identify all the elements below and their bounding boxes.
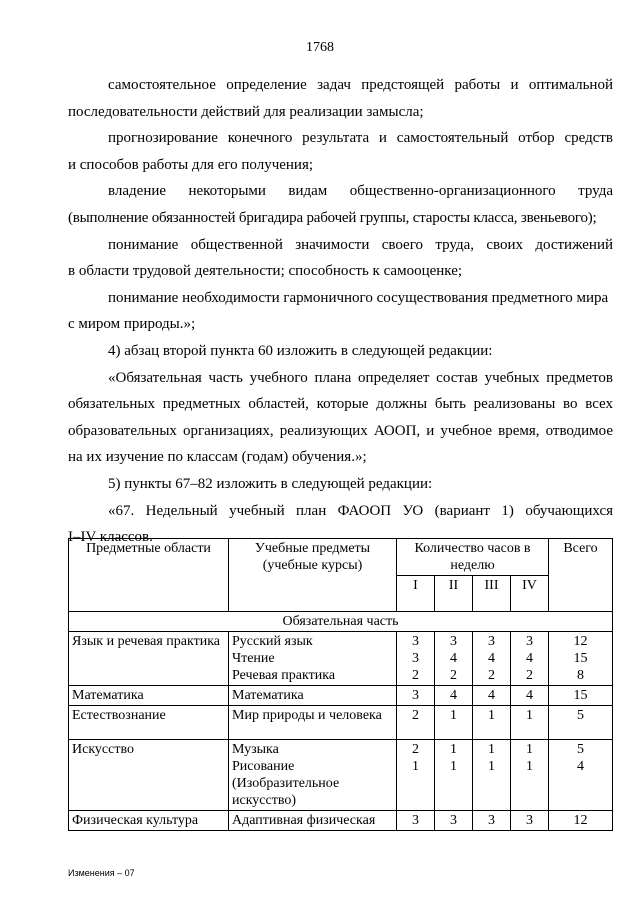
cell-grade-1: 3: [397, 811, 435, 831]
text-line: 5) пункты 67–82 изложить в следующей редакции:: [108, 475, 433, 492]
cell-grade-1: [397, 632, 435, 686]
hours-value: 1: [450, 759, 457, 774]
cell-grade-1: [397, 740, 435, 811]
cell-area: Физическая культура: [69, 811, 229, 831]
text-line: с миром природы.»;: [68, 316, 196, 333]
curriculum-table: [68, 538, 613, 831]
hours-value: 3: [450, 634, 457, 649]
hours-value: 1: [412, 759, 419, 774]
cell-grade-4: [511, 740, 549, 811]
total-value: 15: [573, 651, 588, 666]
header-hours-per-week: Количество часов в неделю: [397, 539, 549, 576]
text-line: последовательности действий для реализации замысла;: [68, 103, 424, 120]
table-row: [69, 632, 613, 686]
hours-value: 2: [412, 742, 419, 757]
text-line: (выполнение обязанностей бригадира рабочей группы, старосты класса, звеньевого);: [68, 209, 597, 226]
cell-total: [549, 740, 613, 811]
header-grade-3: III: [473, 576, 511, 612]
text-line: 4) абзац второй пункта 60 изложить в следующей редакции:: [108, 342, 493, 359]
text-line: понимание общественной значимости своего труда, своих достижений: [108, 236, 613, 253]
body-text: [68, 72, 613, 551]
hours-value: 4: [488, 651, 495, 666]
cell-grade-4: 4: [511, 686, 549, 706]
cell-subjects: [229, 740, 397, 811]
cell-total: 5: [549, 706, 613, 740]
table-row: [69, 740, 613, 811]
text-line: образовательных организациях, реализующих АООП, и учебное время, отводимое: [68, 422, 613, 439]
hours-value: 2: [526, 668, 533, 683]
subject-name: Музыка: [232, 742, 279, 757]
header-subject-areas: Предметные области: [69, 539, 229, 612]
table-row: [69, 706, 613, 740]
text-line: обязательных предметных областей, которые должны быть реализованы во всех: [68, 396, 613, 413]
total-value: 12: [573, 634, 588, 649]
text-line: владение некоторыми видам общественно-организационного труда: [108, 183, 613, 200]
cell-grade-3: 3: [473, 811, 511, 831]
text-line: прогнозирование конечного результата и самостоятельный отбор средств: [108, 130, 613, 147]
hours-value: 1: [488, 742, 495, 757]
text-line: I–IV классов.: [68, 529, 153, 546]
hours-value: 4: [450, 651, 457, 666]
cell-grade-2: 3: [435, 811, 473, 831]
text-line: на их изучение по классам (годам) обучения.»;: [68, 449, 367, 466]
cell-total: 12: [549, 811, 613, 831]
cell-grade-2: [435, 740, 473, 811]
cell-total: 15: [549, 686, 613, 706]
cell-grade-3: 1: [473, 706, 511, 740]
cell-grade-1: 2: [397, 706, 435, 740]
cell-area: Искусство: [69, 740, 229, 811]
text-line: в области трудовой деятельности; способность к самооценке;: [68, 263, 463, 280]
cell-grade-1: 3: [397, 686, 435, 706]
total-value: 5: [577, 742, 585, 757]
hours-value: 1: [526, 742, 533, 757]
header-total: Всего: [549, 539, 613, 612]
cell-subjects: [229, 632, 397, 686]
cell-area: Естествознание: [69, 706, 229, 740]
cell-grade-2: [435, 632, 473, 686]
subject-name: Речевая практика: [232, 668, 336, 683]
text-line: «Обязательная часть учебного плана определяет состав учебных предметов: [108, 369, 613, 386]
subject-name: Русский язык: [232, 634, 313, 649]
hours-value: 4: [526, 651, 533, 666]
cell-subjects: Мир природы и человека: [229, 706, 397, 740]
hours-value: 3: [412, 651, 419, 666]
cell-subjects: Математика: [229, 686, 397, 706]
cell-grade-4: 3: [511, 811, 549, 831]
header-grade-4: IV: [511, 576, 549, 612]
cell-grade-4: 1: [511, 706, 549, 740]
text-line: «67. Недельный учебный план ФАООП УО (вариант 1) обучающихся: [108, 502, 613, 519]
cell-subjects: Адаптивная физическая: [229, 811, 397, 831]
hours-value: 1: [526, 759, 533, 774]
subject-name: Чтение: [232, 651, 275, 666]
table-row: [69, 811, 613, 831]
hours-value: 1: [450, 742, 457, 757]
hours-value: 2: [450, 668, 457, 683]
table-row: [69, 686, 613, 706]
hours-value: 1: [488, 759, 495, 774]
subject-name: Рисование (Изобразительное искусство): [232, 759, 340, 808]
cell-grade-2: 1: [435, 706, 473, 740]
total-value: 4: [577, 759, 585, 774]
hours-value: 3: [526, 634, 533, 649]
text-line: самостоятельное определение задач предстоящей работы и оптимальной: [108, 77, 613, 93]
hours-value: 2: [488, 668, 495, 683]
section-mandatory-part: Обязательная часть: [69, 612, 613, 632]
hours-value: 3: [412, 634, 419, 649]
hours-value: 3: [488, 634, 495, 649]
cell-total: [549, 632, 613, 686]
text-line: понимание необходимости гармоничного сосуществования предметного мира: [108, 289, 609, 306]
header-grade-2: II: [435, 576, 473, 612]
cell-area: Язык и речевая практика: [69, 632, 229, 686]
total-value: 8: [577, 668, 585, 683]
cell-grade-2: 4: [435, 686, 473, 706]
hours-value: 2: [412, 668, 419, 683]
cell-grade-3: [473, 740, 511, 811]
cell-grade-4: [511, 632, 549, 686]
text-line: и способов работы для его получения;: [68, 156, 314, 173]
header-grade-1: I: [397, 576, 435, 612]
page-number: 1768: [306, 40, 334, 55]
header-subjects: Учебные предметы (учебные курсы): [229, 539, 397, 612]
cell-area: Математика: [69, 686, 229, 706]
cell-grade-3: 4: [473, 686, 511, 706]
page-footer: Изменения – 07: [68, 868, 135, 878]
cell-grade-3: [473, 632, 511, 686]
